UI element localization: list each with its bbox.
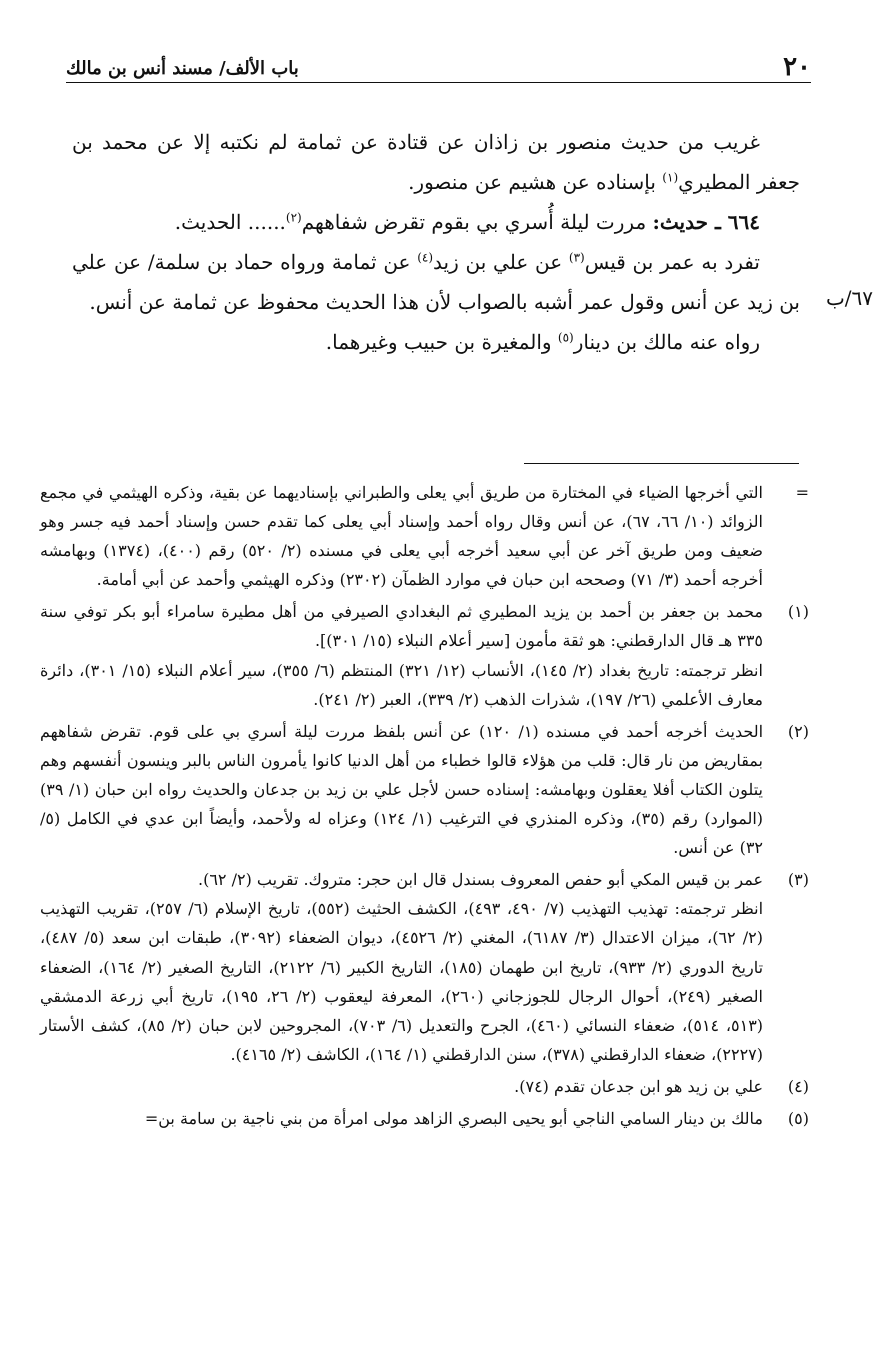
footnote-ref[interactable]: (٤): [417, 250, 434, 265]
hadith-number: ٦٦٤ ـ حديث:: [652, 210, 760, 234]
footnote: [40, 597, 809, 713]
footnote: [40, 478, 809, 594]
footnote: [40, 717, 809, 862]
footnote-text: محمد بن جعفر بن أحمد بن يزيد المطيري ثم البغدادي الصيرفي من أهل مطيرة سامراء أبو بكر توفي سنة ٣٣٥ هـ قال الدارقطني: هو ثقة مأمون [سير أعلام النبلاء (١٥/ ٣٠١)].: [40, 602, 763, 651]
footnote-text: انظر ترجمته: تاريخ بغداد (٢/ ١٤٥)، الأنساب (١٢/ ٣٢١) المنتظم (٦/ ٣٥٥)، سير أعلام النبلاء (١٥/ ٣٠١)، دائرة معارف الأعلمي (٢٦/ ١٩٧)، شذرات الذهب (٢/ ٣٣٩)، العبر (٢/ ٢٤١).: [40, 660, 763, 709]
footnote: [40, 1104, 809, 1133]
header-rule: [66, 82, 811, 83]
footnote-text: التي أخرجها الضياء في المختارة من طريق أبي يعلى والطبراني بإسناديهما عن بقية، وذكره الهيثمي في مجمع الزوائد (١٠/ ٦٦، ٦٧)، عن أنس وقال رواه أحمد وإسناد أبي يعلى كما تقدم حسن وإسناد أحمد فيه جسر وهو ضعيف ومن طريق آخر عن أبي سعيد أخرجه أبي يعلى في مسنده (٢/ ٥٢٠) رقم (٤٠٠)، (١٣٧٤) وبهامشه أخرجه أحمد (٣/ ٧١) وصححه ابن حبان في موارد الظمآن (٢٣٠٢) وذكره الهيثمي وأحمد عن أبي أمامة.: [40, 483, 764, 590]
paragraph: رواه عنه مالك بن دينار$^{(٥)}$ والمغيرة بن حبيب وغيرهما.: [325, 330, 760, 354]
footnote-text: انظر ترجمته: تهذيب التهذيب (٧/ ٤٩٠، ٤٩٣)، الكشف الحثيث (٥٥٢)، تاريخ الإسلام (٦/ ٢٥٧)، تقريب التهذيب (٢/ ٦٢)، ميزان الاعتدال (٣/ ٦١٨٧)، المغني (٢/ ٤٥٢٦)، ديوان الضعفاء (٣٠٩٢)، طبقات ابن سعد (٥/ ٤٨٧)، تاريخ الدوري (٢/ ٩٣٣)، تاريخ ابن طهمان (١٨٥)، التاريخ الكبير (٦/ ٢١٢٢)، التاريخ الصغير (٢/ ١٦٤)، الضعفاء الصغير (٢٤٩)، أحوال الرجال للجوزجاني (٢٦٠)، المعرفة ليعقوب (٢/ ٢٦، ١٩٥)، تاريخ أبي زرعة الدمشقي (٥١٣، ٥١٤)، ضعفاء النسائي (٤٦٠)، الجرح والتعديل (٦/ ٧٠٣)، المجروحين لابن حبان (٢/ ٨٥)، كشف الأستار (٢٢٢٧)، ضعفاء الدارقطني (٣٧٨)، سنن الدارقطني (١/ ١٦٤)، الكاشف (٢/ ٤١٦٥).: [40, 899, 764, 1064]
chapter-title: باب الألف/ مسند أنس بن مالك: [66, 58, 299, 79]
footnote: [40, 1072, 809, 1101]
footnotes: [40, 478, 809, 1136]
footnote-number: (٢): [787, 721, 809, 741]
paragraph: تفرد به عمر بن قيس$^{(٣)}$ عن علي بن زيد$^{(٤)}$ عن ثمامة ورواه حماد بن سلمة/ عن علي بن زيد عن أنس وقول عمر أشبه بالصواب لأن هذا الحديث محفوظ عن ثمامة عن أنس.: [72, 250, 800, 314]
footnote-separator: [524, 463, 799, 464]
footnote-text: عمر بن قيس المكي أبو حفص المعروف بسندل قال ابن حجر: متروك. تقريب (٢/ ٦٢).: [197, 870, 763, 890]
footnote-text: مالك بن دينار السامي الناجي أبو يحيى البصري الزاهد مولى امرأة من بني ناجية بن سامة بن=: [144, 1108, 763, 1128]
hadith-entry: ٦٦٤ ـ حديث: مررت ليلة أُسري بي بقوم تقرض شفاههم$^{(٢)}$...... الحديث.: [174, 210, 760, 234]
footnote-ref[interactable]: (٥): [557, 330, 574, 345]
running-header: [66, 52, 811, 86]
page-number: ٢٠: [783, 52, 811, 82]
footnote: [40, 865, 809, 1069]
margin-folio-note: ٦٧/ب: [825, 286, 873, 310]
footnote-number: =: [795, 483, 809, 502]
paragraph: غريب من حديث منصور بن زاذان عن قتادة عن ثمامة لم نكتبه إلا عن محمد بن جعفر المطيري$^{(١)}$ بإسناده عن هشيم عن منصور.: [72, 130, 800, 194]
footnote-number: (٤): [787, 1076, 809, 1096]
footnote-number: (١): [787, 602, 809, 622]
footnote-ref[interactable]: (١): [662, 170, 679, 185]
footnote-ref[interactable]: (٢): [285, 210, 302, 225]
footnote-ref[interactable]: (٣): [568, 250, 585, 265]
footnote-text: علي بن زيد هو ابن جدعان تقدم (٧٤).: [514, 1076, 763, 1096]
footnote-number: (٥): [787, 1108, 809, 1128]
footnote-text: الحديث أخرجه أحمد في مسنده (١/ ١٢٠) عن أنس بلفظ مررت ليلة أسري بي على قوم. تقرض شفاههم بمقاريض من نار قال: قلب من هؤلاء قالوا خطباء من أهل الدنيا كانوا يأمرون الناس بالبر وينسون أنفسهم وهم يتلون الكتاب أفلا يعقلون وبهامشه: إسناده حسن لأجل علي بن زيد بن جدعان والحديث رواه ابن حبان (١/ ٣٩) (الموارد) رقم (٣٥)، وذكره المنذري في الترغيب (١/ ١٢٤) وعزاه له ولأحمد، وأيضاً ابن عدي في الكامل (٥/ ٣٢) عن أنس.: [40, 721, 764, 858]
main-text: [72, 122, 800, 362]
footnote-number: (٣): [787, 870, 809, 890]
